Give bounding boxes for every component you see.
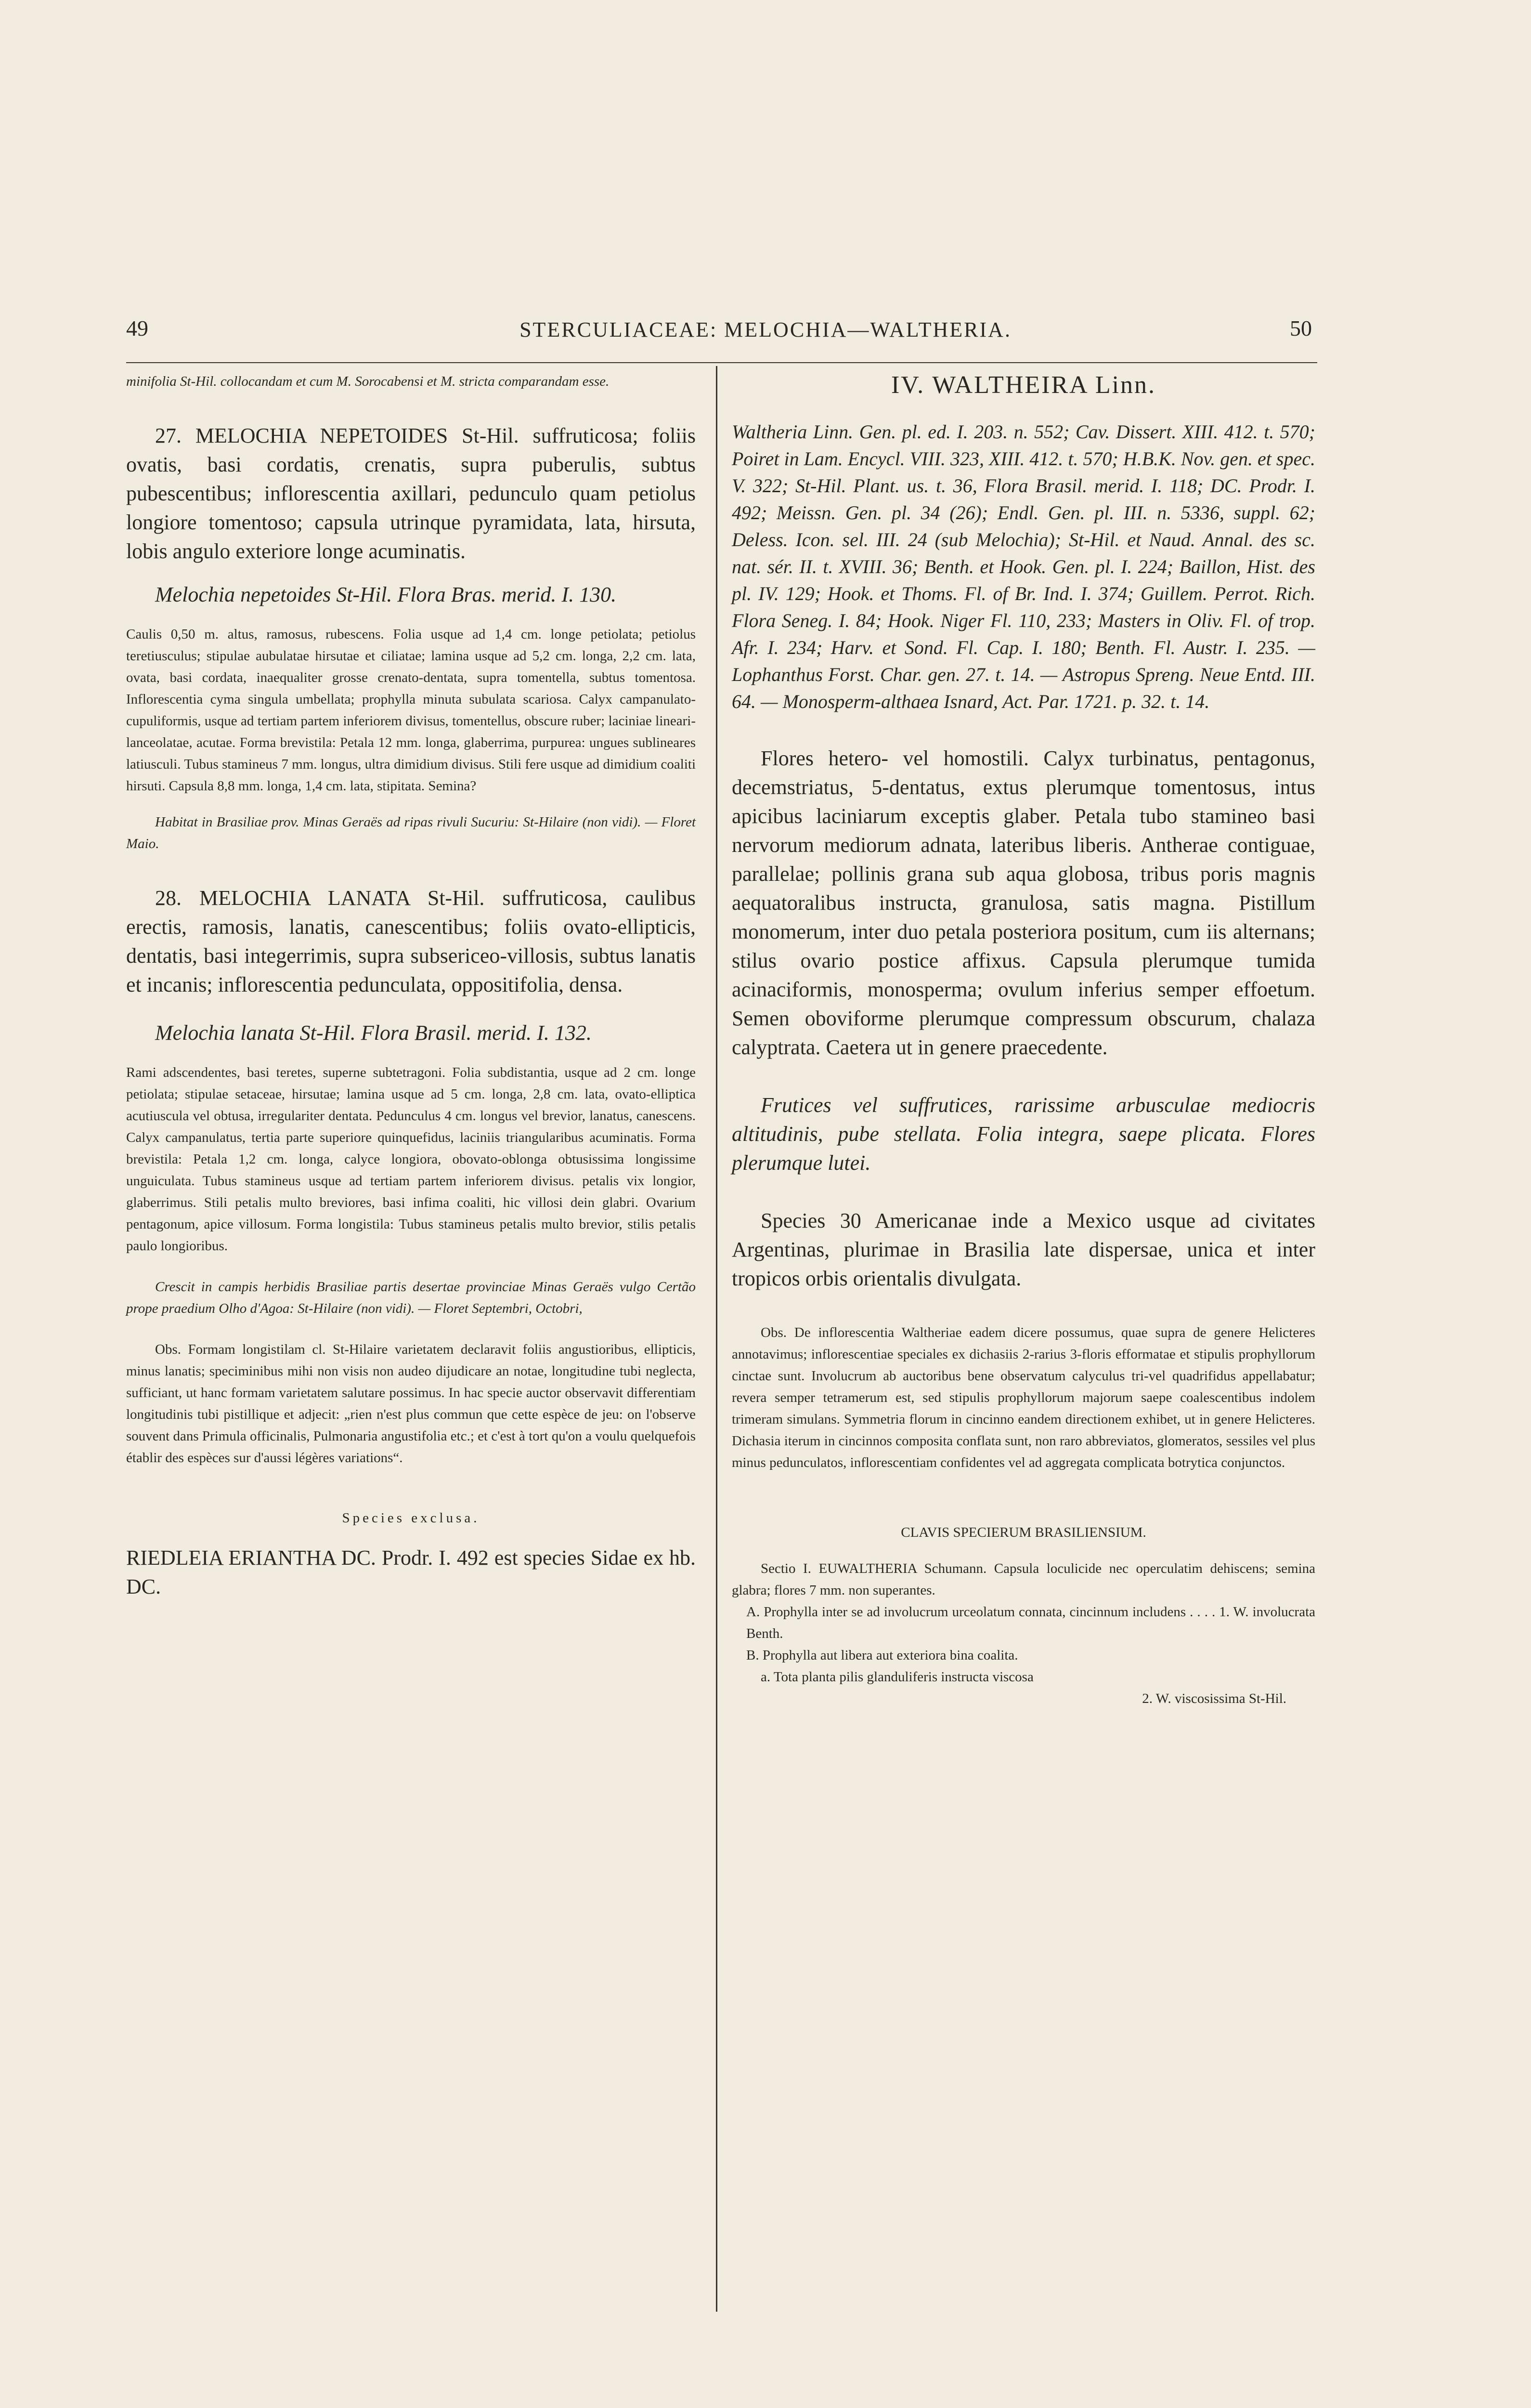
page-number-right: 50 [1290,316,1312,340]
species-27-reference: Melochia nepetoides St-Hil. Flora Bras. merid. I. 130. [155,583,617,606]
species-28-diagnosis: 28. MELOCHIA LANATA St-Hil. suffruticosa, caulibus erectis, ramosis, lanatis, canescentibus; foliis ovato-ellipticis, dentatis, basi integerrimis, supra subsericeo-villosis, subtus lanatis et incanis; inflorescentia pedunculata, oppositifolia, densa. [126,886,696,996]
page-number-left: 49 [126,316,148,340]
clavis-entry-a: A. Prophylla inter se ad involucrum urceolatum connata, cincinnum includens . . . . 1. W. involucrata Benth. [746,1604,1315,1641]
running-title: STERCULIACEAE: MELOCHIA—WALTHERIA. [519,318,1012,341]
clavis-entry-species-2: 2. W. viscosissima St-Hil. [1142,1691,1286,1706]
genus-habit: Frutices vel suffrutices, rarissime arbusculae mediocris altitudinis, pube stellata. Folia integra, saepe plicata. Flores plerumque lutei. [732,1093,1315,1175]
clavis-entry-b-a: a. Tota planta pilis glanduliferis instructa viscosa [761,1669,1034,1685]
column-divider [716,366,717,2312]
genus-distribution: Species 30 Americanae inde a Mexico usque ad civitates Argentinas, plurimae in Brasilia late dispersae, unica et inter tropicos orbis orientalis divulgata. [732,1209,1315,1290]
excluded-species: RIEDLEIA ERIANTHA DC. Prodr. I. 492 est species Sidae ex hb. DC. [126,1546,696,1598]
clavis-heading: CLAVIS SPECIERUM BRASILIENSIUM. [901,1525,1146,1540]
clavis-section-1: Sectio I. EUWALTHERIA Schumann. Capsula loculicide nec operculatim dehiscens; semina glabra; flores 7 mm. non superantes. [732,1561,1315,1598]
species-27-diagnosis: 27. MELOCHIA NEPETOIDES St-Hil. suffruticosa; foliis ovatis, basi cordatis, crenatis, supra puberulis, subtus pubescentibus; inflorescentia axillari, pedunculo quam petiolus longiore tomentoso; capsula utrinque pyramidata, lata, hirsuta, lobis angulo exteriore longe acuminatis. [126,424,696,563]
species-27-habitat: Habitat in Brasiliae prov. Minas Geraës ad ripas rivuli Sucuriu: St-Hilaire (non vidi). — Floret Maio. [126,814,696,851]
left-column [126,371,696,1601]
species-27-description: Caulis 0,50 m. altus, ramosus, rubescens. Folia usque ad 1,4 cm. longe petiolata; petiolus teretiusculus; stipulae aubulatae hirsutae et ciliatae; lamina usque ad 5,2 cm. longa, 2,2 cm. lata, ovata, basi cordata, inaequaliter grosse crenato-dentata, supra tomentella, subtus tomentosa. Inflorescentia cyma singula umbellata; prophylla minuta subulata scariosa. Calyx campanulato-cupuliformis, usque ad tertiam partem inferiorem divisus, tomentellus, obscure ruber; laciniae lineari-lanceolatae, acutae. Forma brevistila: Petala 12 mm. longa, glaberrima, purpurea: ungues sublineares latiusculi. Tubus stamineus 7 mm. longus, ultra dimidium divisus. Stili fere usque ad dimidium coaliti hirsuti. Capsula 8,8 mm. longa, 1,4 cm. lata, stipitata. Semina? [126,627,696,794]
genus-observation: Obs. De inflorescentia Waltheriae eadem dicere possumus, quae supra de genere Helicteres annotavimus; inflorescentiae speciales ex dichasiis 2-rarius 3-floris efformatae et stipulis prophyllorum cinctae sunt. Involucrum ab auctoribus bene observatum calyculus tri-vel quadrifidus appellabatur; revera semper tetramerum est, sed stipulis prophyllorum majorum saepe coalescentibus indolem trimeram simulans. Symmetria florum in cincinno eandem directionem exhibet, ut in genere Helicteres. Dichasia iterum in cincinnos composita conflata sunt, non raro abbreviatos, glomeratos, sessiles vel plus minus pedunculatos, inflorescentiam confidentes vel ad aggregata complicata botrytica conjunctos. [732,1325,1315,1470]
right-column [732,371,1315,1710]
species-28-reference: Melochia lanata St-Hil. Flora Brasil. merid. I. 132. [155,1021,592,1045]
species-exclusa-heading: Species exclusa. [342,1510,480,1526]
species-28-observation: Obs. Formam longistilam cl. St-Hilaire varietatem declaravit foliis angustioribus, ellipticis, minus lanatis; speciminibus mihi non visis non audeo dijudicare an notae, longitudine tubi neglecta, sufficiant, ut hanc formam varietatem salutare possimus. In hac specie auctor observavit differentiam longitudinis tubi pistillique et adjecit: „rien n'est plus commun que cette espèce de jeu: on l'observe souvent dans Primula officinalis, Pulmonaria angustifolia etc.; et c'est à tort qu'on a voulu quelquefois établir des espèces sur d'aussi légères variations“. [126,1342,696,1466]
clavis-entry-b: B. Prophylla aut libera aut exteriora bina coalita. [746,1648,1018,1663]
species-28-habitat: Crescit in campis herbidis Brasiliae partis desertae provinciae Minas Geraës vulgo Certão prope praedium Olho d'Agoa: St-Hilaire (non vidi). — Floret Septembri, Octobri, [126,1279,696,1316]
genus-heading: IV. WALTHEIRA Linn. [891,371,1156,399]
genus-synonymy: Waltheria Linn. Gen. pl. ed. I. 203. n. 552; Cav. Dissert. XIII. 412. t. 570; Poiret in Lam. Encycl. VIII. 323, XIII. 412. t. 570; H.B.K. Nov. gen. et spec. V. 322; St-Hil. Plant. us. t. 36, Flora Brasil. merid. I. 118; DC. Prodr. I. 492; Meissn. Gen. pl. 34 (26); Endl. Gen. pl. III. n. 5336, suppl. 62; Deless. Icon. sel. III. 24 (sub Melochia); St-Hil. et Naud. Annal. des sc. nat. sér. II. t. XVIII. 36; Benth. et Hook. Gen. pl. I. 224; Baillon, Hist. des pl. IV. 129; Hook. et Thoms. Fl. of Br. Ind. I. 374; Guillem. Perrot. Rich. Flora Seneg. I. 84; Hook. Niger Fl. 110, 233; Masters in Oliv. Fl. of trop. Afr. I. 234; Harv. et Sond. Fl. Cap. I. 180; Benth. Fl. Austr. I. 235. — Lophanthus Forst. Char. gen. 27. t. 14. — Astropus Spreng. Neue Entd. III. 64. — Monosperm-althaea Isnard, Act. Par. 1721. p. 32. t. 14. [732,421,1315,712]
genus-description: Flores hetero- vel homostili. Calyx turbinatus, pentagonus, decemstriatus, 5-dentatus, extus plerumque tomentosus, intus apicibus laciniarum exceptis glaber. Petala tubo stamineo basi nervorum mediorum adnata, lateribus liberis. Antherae contiguae, parallelae; pollinis grana sub aqua globosa, tribus poris magnis aequatoralibus instructa, granulosa, satis magna. Pistillum monomerum, inter duo petala posteriora positum, cum iis alternans; stilus ovario postice affixus. Capsula plerumque tumida acinaciformis, monosperma; ovulum inferius semper effoetum. Semen oboviforme plerumque compressum obscurum, chalaza calyptrata. Caetera ut in genere praecedente. [732,746,1315,1059]
header-rule [126,362,1317,363]
continuation-text: minifolia St-Hil. collocandam et cum M. Sorocabensi et M. stricta comparandam esse. [126,374,610,389]
running-header [0,311,1531,354]
species-28-description: Rami adscendentes, basi teretes, superne subtetragoni. Folia subdistantia, usque ad 2 cm. longe petiolata; stipulae setaceae, hirsutae; lamina usque ad 5 cm. longa, 2,8 cm. lata, ovato-elliptica acutiuscula vel obtusa, irregulariter dentata. Pedunculus 4 cm. longus vel brevior, lanatus, canescens. Calyx campanulatus, tertia parte superiore quinquefidus, laciniis triangularibus acuminatis. Forma brevistila: Petala 1,2 cm. longa, calyce longiora, obovato-oblonga obtusissima longissime unguiculata. Tubus stamineus usque ad tertiam partem inferiorem divisus. petalis vix longior, glaberrimus. Stili petalis multo breviores, basi infima coaliti, hic villosi dein glabri. Ovarium pentagonum, apice villosum. Forma longistila: Tubus stamineus petalis multo brevior, stilis petalis paulo longioribus. [126,1065,696,1254]
